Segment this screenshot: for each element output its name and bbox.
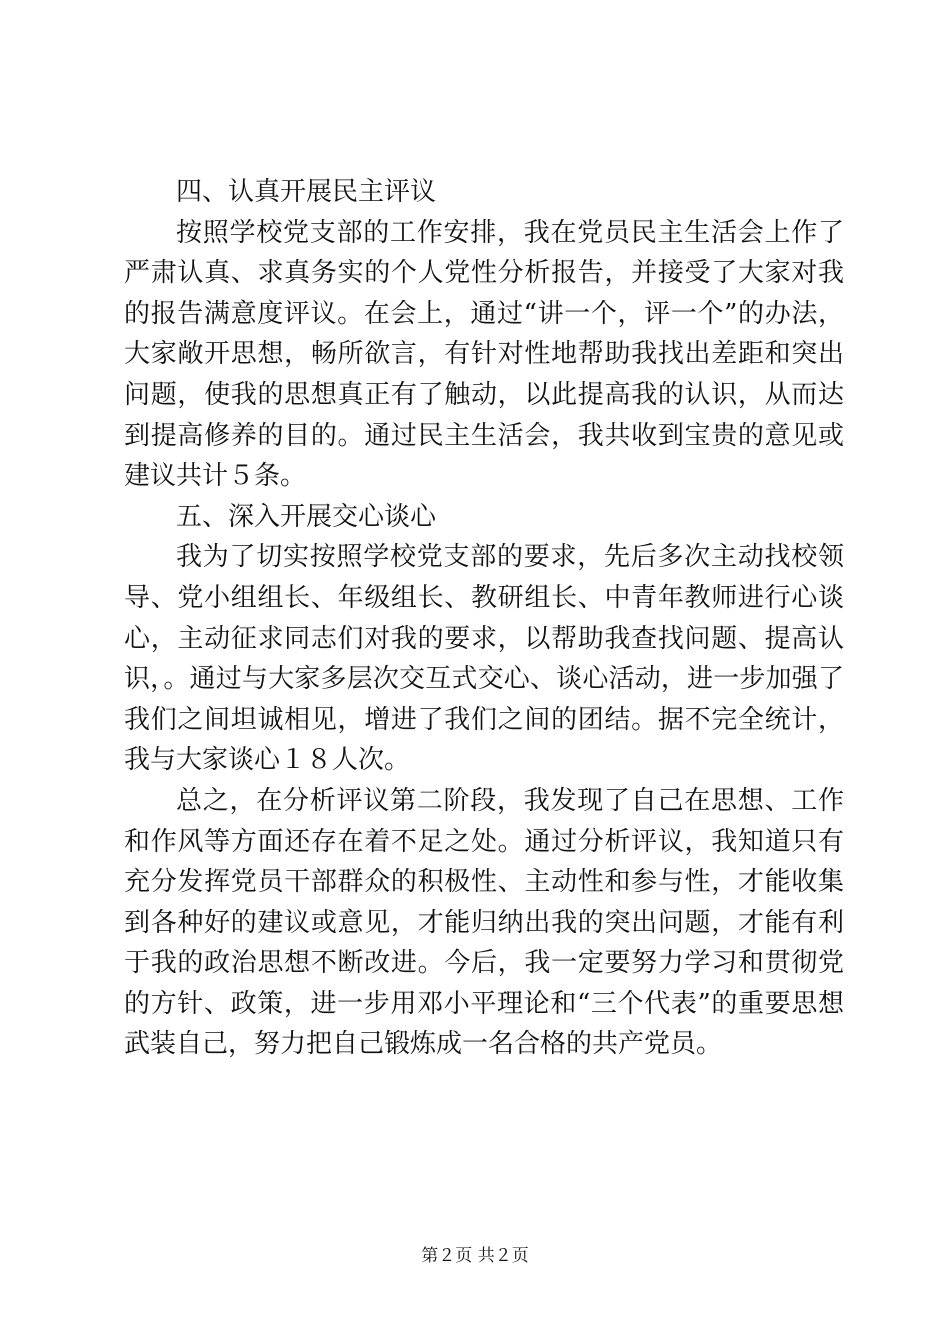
conclusion-paragraph: 总之，在分析评议第二阶段，我发现了自己在思想、工作和作风等方面还存在着不足之处。通过分析评议，我知道只有充分发挥党员干部群众的积极性、主动性和参与性，才能收集到各种好的建议或意见，才能归纳出我的突出问题，才能有利于我的政治思想不断改进。今后，我一定要努力学习和贯彻党的方针、政策，进一步用邓小平理论和“三个代表”的重要思想武装自己，努力把自己锻炼成一名合格的共产党员。 [124, 785, 844, 1060]
section-heading-5: 五、深入开展交心谈心 [176, 501, 437, 532]
page-number-footer: 第２页 共２页 [421, 1246, 529, 1266]
section-4-paragraph: 按照学校党支部的工作安排，我在党员民主生活会上作了严肃认真、求真务实的个人党性分析报告，并接受了大家对我的报告满意度评议。在会上，通过“讲一个，评一个”的办法，大家敞开思想，畅所欲言，有针对性地帮助我找出差距和突出问题，使我的思想真正有了触动，以此提高我的认识，从而达到提高修养的目的。通过民主生活会，我共收到宝贵的意见或建议共计５条。 [124, 217, 844, 492]
section-heading-4: 四、认真开展民主评议 [176, 177, 437, 207]
document-body [124, 172, 844, 1065]
section-5-paragraph: 我为了切实按照学校党支部的要求，先后多次主动找校领导、党小组组长、年级组长、教研组长、中青年教师进行心谈心，主动征求同志们对我的要求，以帮助我查找问题、提高认识，。通过与大家多层次交互式交心、谈心活动，进一步加强了我们之间坦诚相见，增进了我们之间的团结。据不完全统计，我与大家谈心１８人次。 [124, 542, 844, 776]
